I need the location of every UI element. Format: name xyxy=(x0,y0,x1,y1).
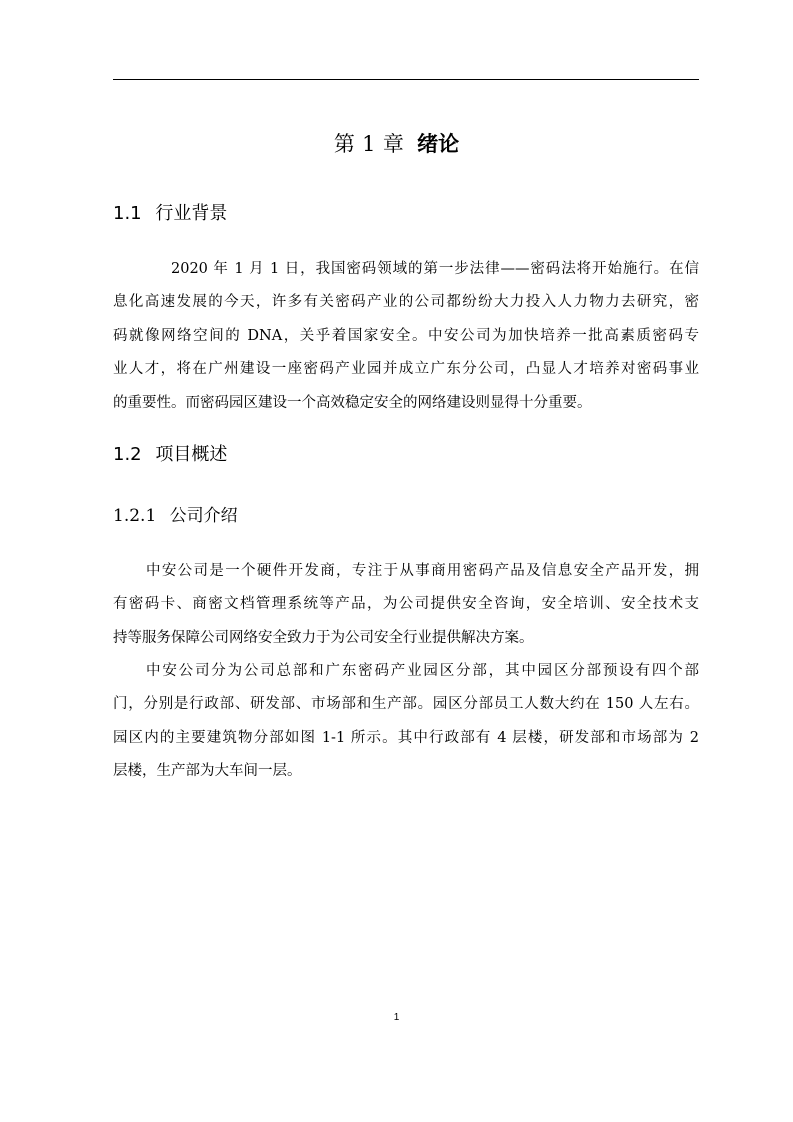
paragraph-line: 中安公司分为公司总部和广东密码产业园区分部，其中园区分部预设有四个部 xyxy=(146,663,699,679)
paragraph-line: 中安公司是一个硬件开发商，专注于从事商用密码产品及信息安全产品开发，拥 xyxy=(146,563,699,579)
section-heading-1-2-1 xyxy=(113,503,238,529)
paragraph-line: 园区内的主要建筑物分部如图 1-1 所示。其中行政部有 4 层楼，研发部和市场部为 2 xyxy=(113,729,699,746)
paragraph-line: 码就像网络空间的 DNA，关乎着国家安全。中安公司为加快培养一批高素质密码专 xyxy=(113,327,699,344)
chapter-suffix: 章 xyxy=(382,132,404,156)
paragraph-line: 门，分别是行政部、研发部、市场部和生产部。园区分部员工人数大约在 150 人左右。 xyxy=(113,696,699,713)
section-title: 公司介绍 xyxy=(169,506,238,526)
page-number: 1 xyxy=(393,1012,400,1023)
section-number: 1.1 xyxy=(113,203,142,224)
paragraph-company-structure xyxy=(113,655,699,789)
section-title: 行业背景 xyxy=(155,203,228,224)
paragraph-line: 2020 年 1 月 1 日，我国密码领域的第一步法律——密码法将开始施行。在信 xyxy=(171,261,699,277)
header-rule xyxy=(113,79,699,80)
chapter-prefix: 第 xyxy=(333,132,355,156)
paragraph-company-intro xyxy=(113,555,699,655)
paragraph-line: 层楼，生产部为大车间一层。 xyxy=(113,763,302,780)
paragraph-line: 的重要性。而密码园区建设一个高效稳定安全的网络建设则显得十分重要。 xyxy=(113,394,592,411)
paragraph-line: 有密码卡、商密文档管理系统等产品，为公司提供安全咨询，安全培训、安全技术支 xyxy=(113,596,699,613)
chapter-title-text: 绪论 xyxy=(417,131,460,156)
chapter-title xyxy=(0,130,793,158)
section-number: 1.2.1 xyxy=(113,506,157,526)
section-number: 1.2 xyxy=(113,444,142,465)
section-title: 项目概述 xyxy=(155,444,228,465)
paragraph-industry-background xyxy=(113,253,699,420)
paragraph-line: 息化高速发展的今天，许多有关密码产业的公司都纷纷大力投入人力物力去研究，密 xyxy=(113,294,699,311)
section-heading-1-1 xyxy=(113,201,227,227)
paragraph-line: 持等服务保障公司网络安全致力于为公司安全行业提供解决方案。 xyxy=(113,629,534,646)
section-heading-1-2 xyxy=(113,442,227,468)
paragraph-line: 业人才，将在广州建设一座密码产业园并成立广东分公司，凸显人才培养对密码事业 xyxy=(113,361,699,378)
chapter-number: 1 xyxy=(362,132,376,156)
